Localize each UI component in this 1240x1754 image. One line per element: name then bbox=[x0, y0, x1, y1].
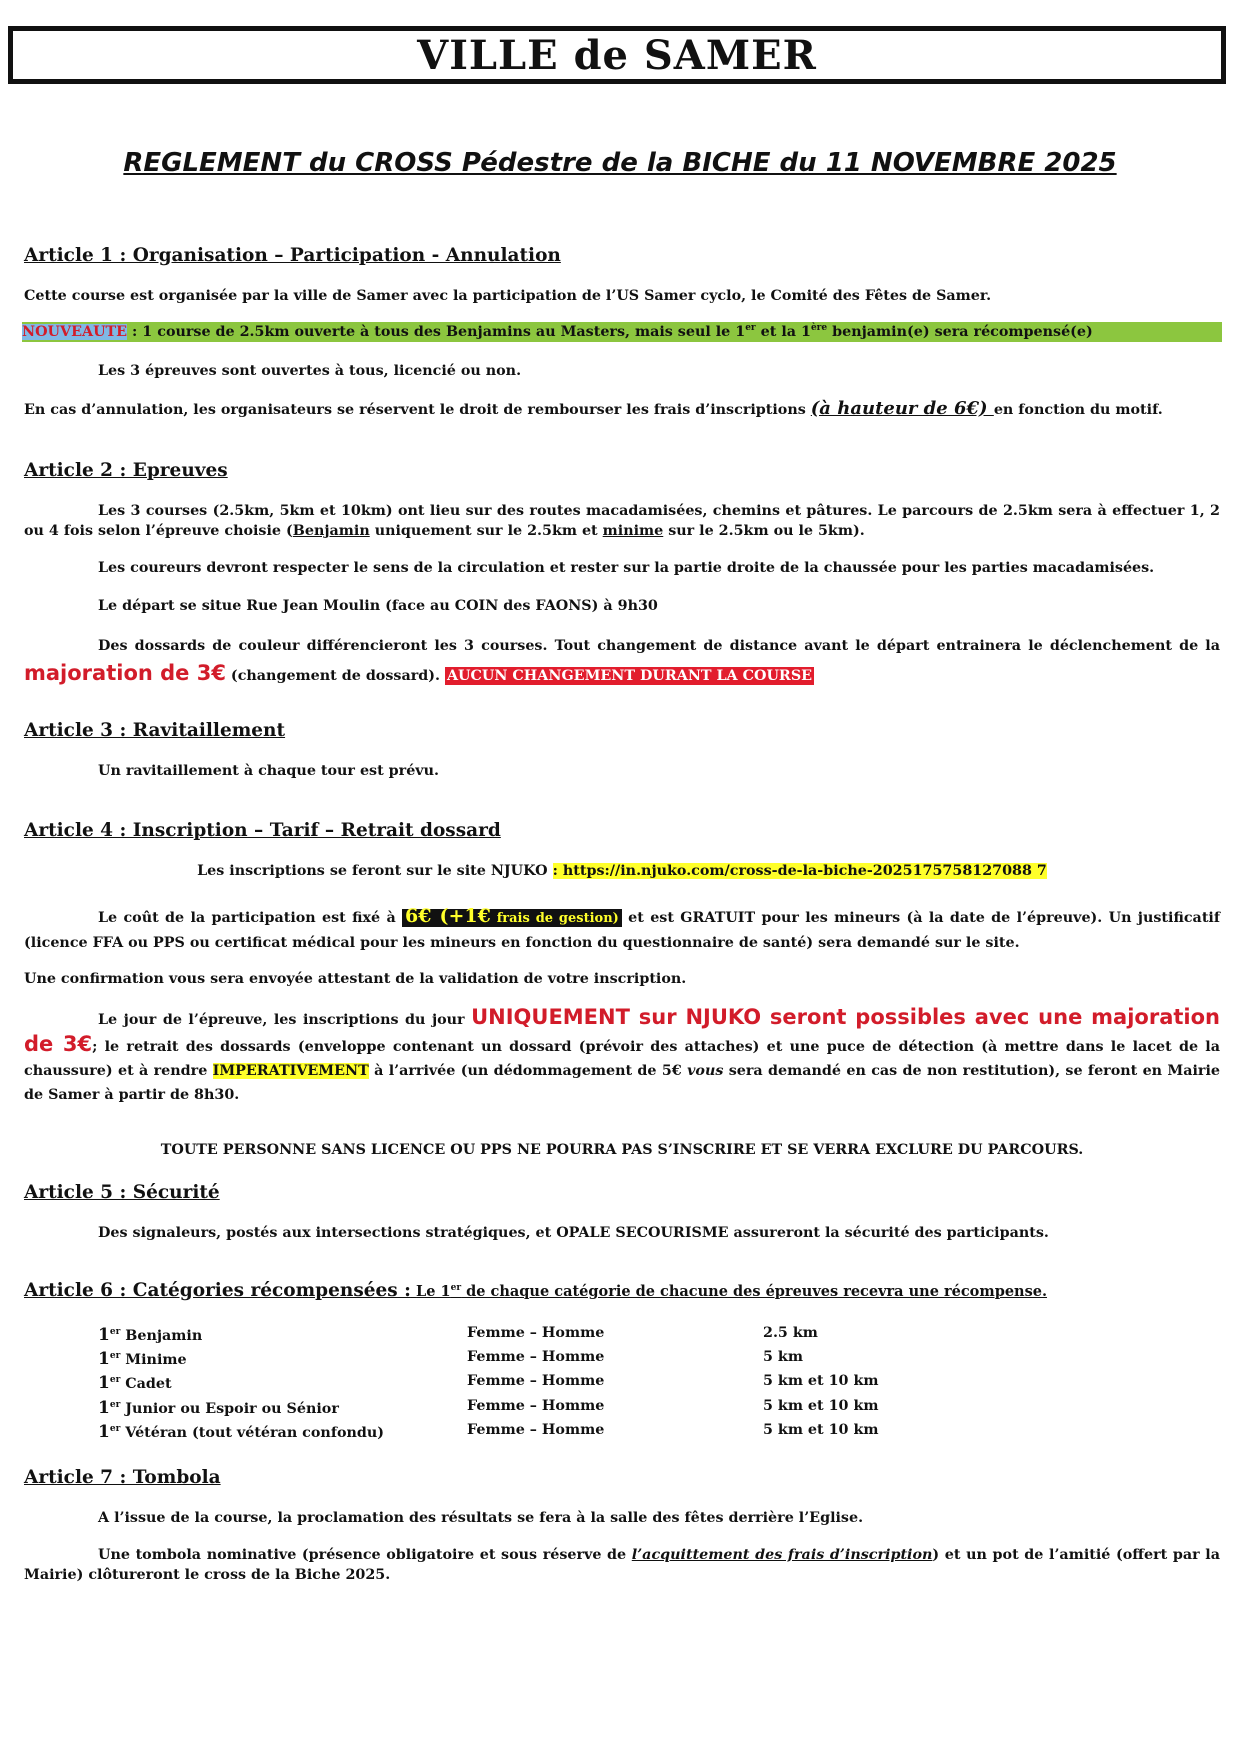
article-4-paragraph-4: Le jour de l’épreuve, les inscriptions du jour UNIQUEMENT sur NJUKO seront possibles avec une majoration de 3€; le retrait des dossards (enveloppe contenant un dossard (prévoir des attaches) et une puce de détection (à mettre dans le lacet de la chaussure) et à rendre IMPERATIVEMENT à l’arrivée (un dédommagement de 5€ vous sera demandé en cas de non restitution), se feront en Mairie de Samer à partir de 8h30. bbox=[24, 1005, 1220, 1103]
article-1-new-course bbox=[22, 322, 1222, 342]
refund-amount: (à hauteur de 6€) bbox=[810, 398, 994, 419]
category-row: 1er Vétéran (tout vétéran confondu) Femme – Homme 5 km et 10 km bbox=[98, 1422, 879, 1442]
title-box bbox=[8, 26, 1226, 84]
category-name: Minime bbox=[120, 1352, 187, 1368]
article-4-paragraph-3: Une confirmation vous sera envoyée attestant de la validation de votre inscription. bbox=[24, 971, 687, 987]
category-name: Vétéran (tout vétéran confondu) bbox=[120, 1425, 385, 1441]
article-6-heading: Article 6 : Catégories récompensées : bbox=[24, 1280, 411, 1301]
cancel-text-a: En cas d’annulation, les organisateurs se réservent le droit de rembourser les frais d’inscriptions bbox=[24, 402, 811, 418]
category-gender: Femme – Homme bbox=[467, 1325, 605, 1341]
new-text-a: : 1 course de 2.5km ouverte à tous des Benjamins au Masters, mais seul le 1 bbox=[127, 324, 746, 340]
article-5-heading: Article 5 : Sécurité bbox=[24, 1182, 220, 1203]
article-3-heading: Article 3 : Ravitaillement bbox=[24, 720, 286, 741]
no-change-banner: AUCUN CHANGEMENT DURANT LA COURSE bbox=[446, 668, 813, 684]
article-2-heading: Article 2 : Epreuves bbox=[24, 460, 228, 481]
article-2-paragraph-2: Les coureurs devront respecter le sens de la circulation et rester sur la partie droite de la chaussée pour les parties macadamisées. bbox=[98, 560, 1155, 576]
article-1-paragraph-1: Cette course est organisée par la ville de Samer avec la participation de l’US Samer cyclo, le Comité des Fêtes de Samer. bbox=[24, 288, 992, 304]
article-1-paragraph-3: Les 3 épreuves sont ouvertes à tous, licencié ou non. bbox=[98, 363, 522, 379]
article-2-paragraph-1: Les 3 courses (2.5km, 5km et 10km) ont lieu sur des routes macadamisées, chemins et pâtures. Le parcours de 2.5km sera à effectuer 1, 2 ou 4 fois selon l’épreuve choisie (Benjamin uniquement sur le 2.5km et minime sur le 2.5km ou le 5km). bbox=[24, 503, 1220, 539]
article-3-paragraph-1: Un ravitaillement à chaque tour est prévu. bbox=[98, 763, 439, 779]
new-sup-2: ère bbox=[810, 323, 828, 334]
article-7-paragraph-2: Une tombola nominative (présence obligatoire et sous réserve de l’acquittement des frais d’inscription) et un pot de l’amitié (offert par la Mairie) clôtureront le cross de la Biche 2025. bbox=[24, 1547, 1221, 1583]
article-7-heading: Article 7 : Tombola bbox=[24, 1467, 221, 1488]
category-name: Benjamin bbox=[120, 1328, 203, 1344]
article-4-heading: Article 4 : Inscription – Tarif – Retrait dossard bbox=[24, 820, 501, 841]
njuko-only-text: UNIQUEMENT sur NJUKO seront possibles avec une majoration de 3€ bbox=[24, 1005, 1220, 1056]
category-distance: 5 km bbox=[763, 1349, 803, 1365]
article-6-heading-line bbox=[24, 1280, 1047, 1301]
category-row: 1er Benjamin Femme – Homme 2.5 km bbox=[98, 1325, 818, 1345]
category-row: 1er Minime Femme – Homme 5 km bbox=[98, 1349, 803, 1369]
article-4-notice: TOUTE PERSONNE SANS LICENCE OU PPS NE POURRA PAS S’INSCRIRE ET SE VERRA EXCLURE DU PARCOURS. bbox=[160, 1142, 1084, 1158]
registration-url[interactable]: : https://in.njuko.com/cross-de-la-biche-2025175758127088 7 bbox=[552, 863, 1047, 879]
article-4-paragraph-2: Le coût de la participation est fixé à 6€ (+1€ frais de gestion) et est GRATUIT pour les mineurs (à la date de l’épreuve). Un justificatif (licence FFA ou PPS ou certificat médical pour les mineurs en fonction du questionnaire de santé) sera demandé sur le site. bbox=[24, 905, 1221, 951]
category-distance: 5 km et 10 km bbox=[763, 1422, 879, 1438]
category-gender: Femme – Homme bbox=[467, 1422, 605, 1438]
category-row: 1er Junior ou Espoir ou Sénior Femme – Homme 5 km et 10 km bbox=[98, 1398, 879, 1418]
category-row: 1er Cadet Femme – Homme 5 km et 10 km bbox=[98, 1373, 879, 1393]
article-7-paragraph-1: A l’issue de la course, la proclamation des résultats se fera à la salle des fêtes derrière l’Eglise. bbox=[98, 1510, 864, 1526]
category-gender: Femme – Homme bbox=[467, 1349, 605, 1365]
article-2-paragraph-3: Le départ se situe Rue Jean Moulin (face au COIN des FAONS) à 9h30 bbox=[98, 598, 658, 614]
category-name: Junior ou Espoir ou Sénior bbox=[120, 1401, 339, 1417]
page-subtitle: REGLEMENT du CROSS Pédestre de la BICHE du 11 NOVEMBRE 2025 bbox=[123, 148, 1117, 178]
new-text-c: benjamin(e) sera récompensé(e) bbox=[827, 324, 1093, 340]
new-text-b: et la 1 bbox=[755, 324, 811, 340]
price-badge: 6€ (+1€ frais de gestion) bbox=[402, 909, 622, 927]
category-name: Cadet bbox=[120, 1376, 172, 1392]
imperatively-text: IMPERATIVEMENT bbox=[212, 1063, 369, 1079]
benjamin-word: Benjamin bbox=[292, 523, 370, 539]
article-4-registration-site: Les inscriptions se feront sur le site NJUKO : https://in.njuko.com/cross-de-la-biche-2025175758127088 7 bbox=[197, 863, 1047, 879]
page-title: VILLE de SAMER bbox=[417, 31, 817, 79]
article-6-heading-tail: Le 1er de chaque catégorie de chacune des épreuves recevra une récompense. bbox=[416, 1283, 1048, 1300]
category-distance: 5 km et 10 km bbox=[763, 1398, 879, 1414]
article-1-paragraph-4 bbox=[24, 399, 1220, 420]
category-distance: 2.5 km bbox=[763, 1325, 818, 1341]
new-sup-1: er bbox=[745, 323, 756, 334]
article-2-paragraph-4: Des dossards de couleur différencieront les 3 courses. Tout changement de distance avant le départ entrainera le déclenchement de la majoration de 3€ (changement de dossard). AUCUN CHANGEMENT DURANT LA COURSE bbox=[24, 638, 1220, 685]
article-5-paragraph-1: Des signaleurs, postés aux intersections stratégiques, et OPALE SECOURISME assureront la sécurité des participants. bbox=[98, 1225, 1049, 1241]
category-gender: Femme – Homme bbox=[467, 1398, 605, 1414]
minime-word: minime bbox=[602, 523, 664, 539]
new-label: NOUVEAUTE bbox=[22, 324, 128, 340]
category-gender: Femme – Homme bbox=[467, 1373, 605, 1389]
category-distance: 5 km et 10 km bbox=[763, 1373, 879, 1389]
surcharge-text: majoration de 3€ bbox=[24, 661, 226, 685]
article-1-heading: Article 1 : Organisation – Participation - Annulation bbox=[24, 245, 561, 266]
cancel-text-c: en fonction du motif. bbox=[993, 402, 1163, 418]
fees-text: l’acquittement des frais d’inscription bbox=[631, 1547, 933, 1563]
